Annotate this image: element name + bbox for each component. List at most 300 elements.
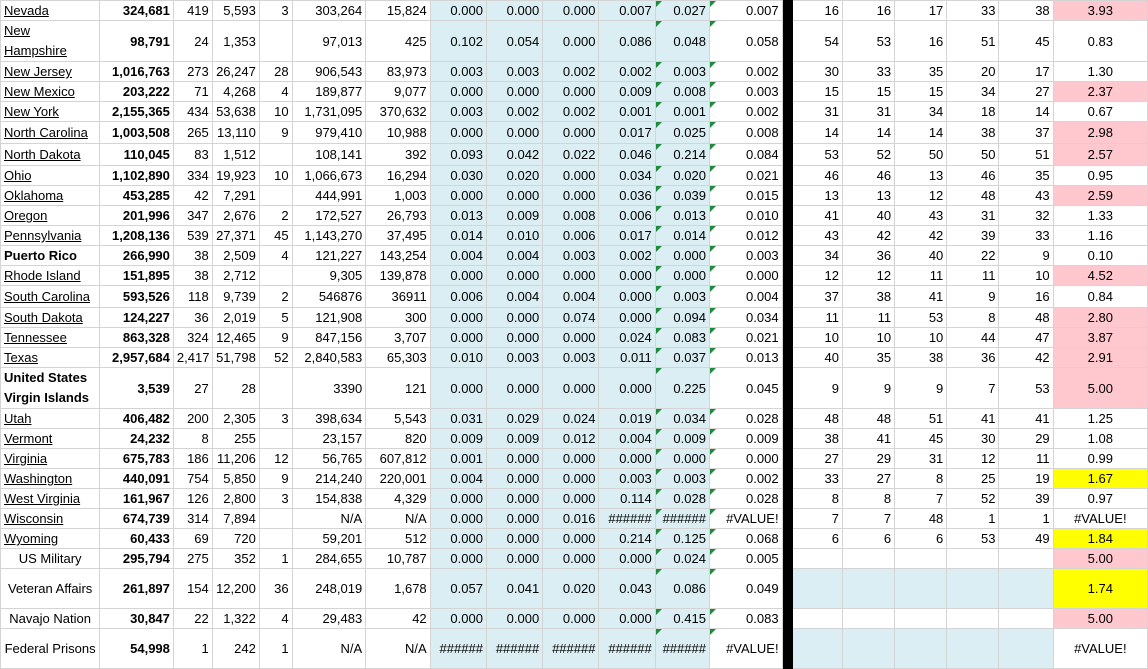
cell-rank-k3[interactable]: 50 <box>895 144 947 166</box>
cell-c4[interactable]: 9 <box>259 469 292 489</box>
cell-c4[interactable]: 28 <box>259 62 292 82</box>
cell-rank-k2[interactable]: 6 <box>842 529 894 549</box>
cell-rank-k2[interactable]: 9 <box>842 368 894 409</box>
cell-jurisdiction[interactable]: South Carolina <box>1 286 100 308</box>
cell-rank-k1[interactable]: 41 <box>792 206 842 226</box>
cell-r1[interactable]: 0.000 <box>430 186 486 206</box>
cell-rank-k5[interactable] <box>999 549 1053 569</box>
cell-r2[interactable]: 0.000 <box>486 449 542 469</box>
cell-rank-k5[interactable]: 35 <box>999 166 1053 186</box>
cell-jurisdiction[interactable]: Nevada <box>1 1 100 21</box>
cell-r3[interactable]: 0.003 <box>543 348 599 368</box>
cell-rank-k1[interactable]: 16 <box>792 1 842 21</box>
cell-score[interactable]: 0.97 <box>1053 489 1147 509</box>
cell-average[interactable]: 0.002 <box>709 62 782 82</box>
cell-c3[interactable]: 12,200 <box>212 569 259 609</box>
cell-rank-k3[interactable]: 12 <box>895 186 947 206</box>
cell-r4[interactable]: 0.002 <box>599 246 655 266</box>
cell-average[interactable]: 0.013 <box>709 348 782 368</box>
cell-r4[interactable]: 0.009 <box>599 82 655 102</box>
cell-rank-k2[interactable]: 16 <box>842 1 894 21</box>
cell-c3[interactable]: 4,268 <box>212 82 259 102</box>
cell-c5[interactable]: 189,877 <box>292 82 366 102</box>
cell-r2[interactable]: 0.054 <box>486 21 542 62</box>
cell-jurisdiction[interactable]: North Carolina <box>1 122 100 144</box>
cell-r5[interactable]: 0.083 <box>655 328 709 348</box>
cell-r5[interactable]: 0.039 <box>655 186 709 206</box>
cell-c4[interactable] <box>259 21 292 62</box>
cell-r2[interactable]: 0.000 <box>486 122 542 144</box>
cell-rank-k5[interactable]: 14 <box>999 102 1053 122</box>
cell-rank-k4[interactable]: 8 <box>947 308 999 328</box>
cell-jurisdiction[interactable]: New York <box>1 102 100 122</box>
cell-c6[interactable]: 425 <box>366 21 430 62</box>
cell-c2[interactable]: 347 <box>173 206 212 226</box>
cell-rank-k5[interactable]: 48 <box>999 308 1053 328</box>
cell-r5[interactable]: 0.000 <box>655 246 709 266</box>
cell-r1[interactable]: 0.030 <box>430 166 486 186</box>
cell-score[interactable]: 0.84 <box>1053 286 1147 308</box>
cell-c5[interactable]: 172,527 <box>292 206 366 226</box>
cell-r4[interactable]: 0.006 <box>599 206 655 226</box>
cell-rank-k1[interactable] <box>792 609 842 629</box>
cell-score[interactable]: 0.99 <box>1053 449 1147 469</box>
cell-r5[interactable]: 0.003 <box>655 62 709 82</box>
cell-rank-k2[interactable]: 42 <box>842 226 894 246</box>
cell-rank-k2[interactable]: 10 <box>842 328 894 348</box>
cell-c1[interactable]: 1,016,763 <box>100 62 174 82</box>
cell-c1[interactable]: 201,996 <box>100 206 174 226</box>
cell-c5[interactable]: 546876 <box>292 286 366 308</box>
cell-average[interactable]: 0.003 <box>709 246 782 266</box>
cell-r5[interactable]: 0.009 <box>655 429 709 449</box>
cell-rank-k2[interactable]: 40 <box>842 206 894 226</box>
cell-r5[interactable]: ###### <box>655 509 709 529</box>
cell-c5[interactable]: 121,908 <box>292 308 366 328</box>
cell-c1[interactable]: 110,045 <box>100 144 174 166</box>
cell-rank-k1[interactable]: 33 <box>792 469 842 489</box>
cell-average[interactable]: 0.045 <box>709 368 782 409</box>
cell-r4[interactable]: 0.114 <box>599 489 655 509</box>
cell-score[interactable]: #VALUE! <box>1053 509 1147 529</box>
cell-average[interactable]: 0.002 <box>709 469 782 489</box>
cell-c1[interactable]: 675,783 <box>100 449 174 469</box>
cell-r4[interactable]: 0.214 <box>599 529 655 549</box>
cell-c3[interactable]: 2,019 <box>212 308 259 328</box>
cell-score[interactable]: #VALUE! <box>1053 629 1147 669</box>
cell-rank-k4[interactable] <box>947 569 999 609</box>
cell-r5[interactable]: ###### <box>655 629 709 669</box>
cell-c4[interactable]: 1 <box>259 629 292 669</box>
cell-rank-k1[interactable] <box>792 569 842 609</box>
cell-rank-k5[interactable]: 33 <box>999 226 1053 246</box>
cell-average[interactable]: 0.034 <box>709 308 782 328</box>
cell-jurisdiction[interactable]: Washington <box>1 469 100 489</box>
cell-r2[interactable]: 0.003 <box>486 348 542 368</box>
cell-jurisdiction[interactable]: South Dakota <box>1 308 100 328</box>
cell-c5[interactable]: 9,305 <box>292 266 366 286</box>
cell-rank-k1[interactable]: 40 <box>792 348 842 368</box>
cell-score[interactable]: 2.91 <box>1053 348 1147 368</box>
cell-rank-k2[interactable]: 8 <box>842 489 894 509</box>
cell-c4[interactable]: 2 <box>259 286 292 308</box>
cell-c6[interactable]: 392 <box>366 144 430 166</box>
cell-rank-k1[interactable]: 8 <box>792 489 842 509</box>
cell-c5[interactable]: 2,840,583 <box>292 348 366 368</box>
cell-r3[interactable]: 0.002 <box>543 102 599 122</box>
cell-rank-k1[interactable] <box>792 549 842 569</box>
cell-c1[interactable]: 406,482 <box>100 409 174 429</box>
cell-r3[interactable]: 0.004 <box>543 286 599 308</box>
cell-score[interactable]: 4.52 <box>1053 266 1147 286</box>
cell-c4[interactable]: 45 <box>259 226 292 246</box>
cell-r2[interactable]: 0.002 <box>486 102 542 122</box>
cell-rank-k4[interactable]: 50 <box>947 144 999 166</box>
cell-c4[interactable]: 3 <box>259 409 292 429</box>
cell-jurisdiction[interactable]: Pennsylvania <box>1 226 100 246</box>
cell-average[interactable]: 0.000 <box>709 449 782 469</box>
cell-r3[interactable]: 0.000 <box>543 166 599 186</box>
cell-c1[interactable]: 151,895 <box>100 266 174 286</box>
cell-c1[interactable]: 453,285 <box>100 186 174 206</box>
cell-c3[interactable]: 19,923 <box>212 166 259 186</box>
cell-rank-k3[interactable]: 34 <box>895 102 947 122</box>
cell-r5[interactable]: 0.025 <box>655 122 709 144</box>
cell-c3[interactable]: 2,800 <box>212 489 259 509</box>
cell-c2[interactable]: 27 <box>173 368 212 409</box>
cell-c1[interactable]: 124,227 <box>100 308 174 328</box>
cell-r4[interactable]: 0.034 <box>599 166 655 186</box>
cell-r5[interactable]: 0.008 <box>655 82 709 102</box>
cell-jurisdiction[interactable]: Federal Prisons <box>1 629 100 669</box>
cell-c3[interactable]: 2,676 <box>212 206 259 226</box>
cell-rank-k4[interactable]: 48 <box>947 186 999 206</box>
cell-c4[interactable]: 36 <box>259 569 292 609</box>
cell-c6[interactable]: 26,793 <box>366 206 430 226</box>
cell-r4[interactable]: 0.043 <box>599 569 655 609</box>
cell-c3[interactable]: 7,894 <box>212 509 259 529</box>
cell-r2[interactable]: 0.000 <box>486 328 542 348</box>
cell-c6[interactable]: 5,543 <box>366 409 430 429</box>
cell-c5[interactable]: 121,227 <box>292 246 366 266</box>
cell-c4[interactable]: 10 <box>259 102 292 122</box>
cell-c2[interactable]: 419 <box>173 1 212 21</box>
cell-r5[interactable]: 0.024 <box>655 549 709 569</box>
cell-rank-k1[interactable]: 11 <box>792 308 842 328</box>
cell-c4[interactable]: 12 <box>259 449 292 469</box>
cell-r5[interactable]: 0.214 <box>655 144 709 166</box>
cell-c3[interactable]: 12,465 <box>212 328 259 348</box>
cell-c5[interactable]: 1,731,095 <box>292 102 366 122</box>
cell-r1[interactable]: 0.013 <box>430 206 486 226</box>
cell-r4[interactable]: 0.007 <box>599 1 655 21</box>
cell-r3[interactable]: 0.000 <box>543 529 599 549</box>
cell-jurisdiction[interactable]: Oregon <box>1 206 100 226</box>
cell-jurisdiction[interactable]: New Mexico <box>1 82 100 102</box>
cell-r5[interactable]: 0.003 <box>655 286 709 308</box>
cell-rank-k3[interactable]: 17 <box>895 1 947 21</box>
cell-jurisdiction[interactable]: Rhode Island <box>1 266 100 286</box>
cell-c2[interactable]: 69 <box>173 529 212 549</box>
cell-c6[interactable]: 300 <box>366 308 430 328</box>
cell-c5[interactable]: 303,264 <box>292 1 366 21</box>
cell-r1[interactable]: 0.006 <box>430 286 486 308</box>
cell-r1[interactable]: 0.000 <box>430 308 486 328</box>
cell-c4[interactable]: 5 <box>259 308 292 328</box>
cell-rank-k5[interactable] <box>999 609 1053 629</box>
cell-r3[interactable]: 0.012 <box>543 429 599 449</box>
cell-c6[interactable]: 10,787 <box>366 549 430 569</box>
cell-rank-k3[interactable] <box>895 629 947 669</box>
cell-jurisdiction[interactable]: United States Virgin Islands <box>1 368 100 409</box>
cell-c6[interactable]: 15,824 <box>366 1 430 21</box>
cell-r5[interactable]: 0.027 <box>655 1 709 21</box>
cell-c2[interactable]: 83 <box>173 144 212 166</box>
cell-r1[interactable]: 0.031 <box>430 409 486 429</box>
cell-rank-k3[interactable]: 42 <box>895 226 947 246</box>
cell-jurisdiction[interactable]: Virginia <box>1 449 100 469</box>
cell-rank-k5[interactable]: 27 <box>999 82 1053 102</box>
cell-c1[interactable]: 1,003,508 <box>100 122 174 144</box>
cell-rank-k4[interactable]: 1 <box>947 509 999 529</box>
cell-r2[interactable]: 0.029 <box>486 409 542 429</box>
cell-rank-k1[interactable]: 54 <box>792 21 842 62</box>
cell-jurisdiction[interactable]: Tennessee <box>1 328 100 348</box>
cell-rank-k5[interactable]: 17 <box>999 62 1053 82</box>
cell-c1[interactable]: 24,232 <box>100 429 174 449</box>
cell-rank-k4[interactable] <box>947 549 999 569</box>
cell-r3[interactable]: 0.008 <box>543 206 599 226</box>
cell-rank-k3[interactable]: 45 <box>895 429 947 449</box>
cell-rank-k5[interactable]: 38 <box>999 1 1053 21</box>
cell-c1[interactable]: 261,897 <box>100 569 174 609</box>
cell-c2[interactable]: 324 <box>173 328 212 348</box>
cell-rank-k5[interactable]: 49 <box>999 529 1053 549</box>
cell-score[interactable]: 0.83 <box>1053 21 1147 62</box>
cell-c3[interactable]: 352 <box>212 549 259 569</box>
cell-rank-k1[interactable]: 14 <box>792 122 842 144</box>
cell-score[interactable]: 2.98 <box>1053 122 1147 144</box>
cell-r5[interactable]: 0.003 <box>655 469 709 489</box>
cell-c4[interactable] <box>259 509 292 529</box>
cell-rank-k3[interactable]: 40 <box>895 246 947 266</box>
cell-rank-k4[interactable]: 46 <box>947 166 999 186</box>
cell-r4[interactable]: 0.046 <box>599 144 655 166</box>
cell-rank-k4[interactable]: 34 <box>947 82 999 102</box>
cell-c3[interactable]: 53,638 <box>212 102 259 122</box>
cell-c2[interactable]: 273 <box>173 62 212 82</box>
cell-c1[interactable]: 98,791 <box>100 21 174 62</box>
cell-rank-k4[interactable]: 11 <box>947 266 999 286</box>
cell-c1[interactable]: 863,328 <box>100 328 174 348</box>
cell-c2[interactable]: 1 <box>173 629 212 669</box>
cell-c6[interactable]: 1,003 <box>366 186 430 206</box>
cell-c4[interactable] <box>259 186 292 206</box>
cell-c3[interactable]: 9,739 <box>212 286 259 308</box>
cell-r5[interactable]: 0.000 <box>655 266 709 286</box>
cell-rank-k2[interactable]: 48 <box>842 409 894 429</box>
cell-c2[interactable]: 38 <box>173 246 212 266</box>
cell-r1[interactable]: 0.000 <box>430 368 486 409</box>
cell-rank-k2[interactable]: 38 <box>842 286 894 308</box>
cell-score[interactable]: 5.00 <box>1053 549 1147 569</box>
cell-r1[interactable]: 0.000 <box>430 82 486 102</box>
cell-c4[interactable]: 1 <box>259 549 292 569</box>
cell-r3[interactable]: 0.000 <box>543 609 599 629</box>
cell-c1[interactable]: 161,967 <box>100 489 174 509</box>
cell-rank-k2[interactable]: 13 <box>842 186 894 206</box>
cell-r3[interactable]: 0.002 <box>543 62 599 82</box>
cell-average[interactable]: 0.000 <box>709 266 782 286</box>
cell-r3[interactable]: 0.000 <box>543 21 599 62</box>
cell-score[interactable]: 1.08 <box>1053 429 1147 449</box>
cell-rank-k1[interactable]: 27 <box>792 449 842 469</box>
cell-rank-k3[interactable]: 8 <box>895 469 947 489</box>
cell-jurisdiction[interactable]: Wisconsin <box>1 509 100 529</box>
cell-r2[interactable]: 0.009 <box>486 206 542 226</box>
cell-score[interactable]: 1.74 <box>1053 569 1147 609</box>
cell-c1[interactable]: 203,222 <box>100 82 174 102</box>
cell-score[interactable]: 5.00 <box>1053 609 1147 629</box>
cell-rank-k3[interactable] <box>895 549 947 569</box>
cell-rank-k3[interactable]: 6 <box>895 529 947 549</box>
cell-c4[interactable]: 9 <box>259 328 292 348</box>
cell-rank-k1[interactable]: 6 <box>792 529 842 549</box>
cell-c4[interactable] <box>259 144 292 166</box>
cell-c6[interactable]: 1,678 <box>366 569 430 609</box>
cell-c1[interactable]: 2,957,684 <box>100 348 174 368</box>
cell-rank-k5[interactable]: 39 <box>999 489 1053 509</box>
cell-r1[interactable]: 0.093 <box>430 144 486 166</box>
cell-c2[interactable]: 22 <box>173 609 212 629</box>
cell-average[interactable]: 0.083 <box>709 609 782 629</box>
cell-rank-k5[interactable] <box>999 629 1053 669</box>
cell-r2[interactable]: 0.000 <box>486 186 542 206</box>
cell-r1[interactable]: 0.000 <box>430 609 486 629</box>
cell-c3[interactable]: 27,371 <box>212 226 259 246</box>
cell-c5[interactable]: 214,240 <box>292 469 366 489</box>
cell-c2[interactable]: 539 <box>173 226 212 246</box>
cell-average[interactable]: 0.021 <box>709 166 782 186</box>
cell-rank-k3[interactable]: 41 <box>895 286 947 308</box>
cell-r4[interactable]: 0.000 <box>599 549 655 569</box>
cell-rank-k1[interactable]: 10 <box>792 328 842 348</box>
cell-c5[interactable]: N/A <box>292 629 366 669</box>
cell-r4[interactable]: 0.024 <box>599 328 655 348</box>
cell-c6[interactable]: N/A <box>366 509 430 529</box>
cell-rank-k1[interactable]: 53 <box>792 144 842 166</box>
cell-r5[interactable]: 0.037 <box>655 348 709 368</box>
cell-rank-k3[interactable]: 14 <box>895 122 947 144</box>
cell-r1[interactable]: 0.004 <box>430 246 486 266</box>
cell-rank-k5[interactable]: 41 <box>999 409 1053 429</box>
cell-c5[interactable]: 398,634 <box>292 409 366 429</box>
cell-c5[interactable]: N/A <box>292 509 366 529</box>
cell-rank-k4[interactable]: 51 <box>947 21 999 62</box>
cell-c3[interactable]: 51,798 <box>212 348 259 368</box>
cell-r3[interactable]: 0.006 <box>543 226 599 246</box>
cell-rank-k5[interactable] <box>999 569 1053 609</box>
cell-rank-k2[interactable]: 52 <box>842 144 894 166</box>
cell-score[interactable]: 3.93 <box>1053 1 1147 21</box>
cell-r2[interactable]: 0.000 <box>486 529 542 549</box>
cell-r2[interactable]: 0.042 <box>486 144 542 166</box>
cell-rank-k3[interactable] <box>895 569 947 609</box>
cell-c2[interactable]: 118 <box>173 286 212 308</box>
cell-score[interactable]: 2.57 <box>1053 144 1147 166</box>
cell-c4[interactable]: 4 <box>259 609 292 629</box>
cell-c6[interactable]: 83,973 <box>366 62 430 82</box>
cell-c2[interactable]: 314 <box>173 509 212 529</box>
cell-r3[interactable]: 0.000 <box>543 469 599 489</box>
cell-c3[interactable]: 28 <box>212 368 259 409</box>
cell-jurisdiction[interactable]: Texas <box>1 348 100 368</box>
cell-c3[interactable]: 255 <box>212 429 259 449</box>
cell-rank-k4[interactable]: 53 <box>947 529 999 549</box>
cell-r3[interactable]: 0.003 <box>543 246 599 266</box>
cell-c4[interactable]: 2 <box>259 206 292 226</box>
cell-c2[interactable]: 36 <box>173 308 212 328</box>
cell-rank-k5[interactable]: 32 <box>999 206 1053 226</box>
cell-rank-k1[interactable]: 9 <box>792 368 842 409</box>
cell-r2[interactable]: 0.020 <box>486 166 542 186</box>
cell-r1[interactable]: 0.010 <box>430 348 486 368</box>
cell-c2[interactable]: 71 <box>173 82 212 102</box>
cell-rank-k1[interactable]: 31 <box>792 102 842 122</box>
cell-c3[interactable]: 5,593 <box>212 1 259 21</box>
cell-r3[interactable]: 0.000 <box>543 122 599 144</box>
cell-rank-k4[interactable]: 38 <box>947 122 999 144</box>
cell-r1[interactable]: 0.001 <box>430 449 486 469</box>
cell-c4[interactable]: 10 <box>259 166 292 186</box>
cell-rank-k5[interactable]: 10 <box>999 266 1053 286</box>
cell-c3[interactable]: 2,305 <box>212 409 259 429</box>
cell-r4[interactable]: 0.086 <box>599 21 655 62</box>
cell-rank-k2[interactable]: 29 <box>842 449 894 469</box>
cell-rank-k4[interactable] <box>947 629 999 669</box>
cell-rank-k4[interactable]: 31 <box>947 206 999 226</box>
cell-rank-k4[interactable]: 30 <box>947 429 999 449</box>
cell-c6[interactable]: 42 <box>366 609 430 629</box>
cell-c5[interactable]: 23,157 <box>292 429 366 449</box>
cell-c1[interactable]: 440,091 <box>100 469 174 489</box>
cell-rank-k3[interactable]: 43 <box>895 206 947 226</box>
cell-c2[interactable]: 8 <box>173 429 212 449</box>
cell-c4[interactable] <box>259 529 292 549</box>
cell-rank-k3[interactable]: 11 <box>895 266 947 286</box>
cell-jurisdiction[interactable]: Oklahoma <box>1 186 100 206</box>
cell-average[interactable]: 0.005 <box>709 549 782 569</box>
cell-r4[interactable]: 0.004 <box>599 429 655 449</box>
cell-c6[interactable]: 10,988 <box>366 122 430 144</box>
cell-r3[interactable]: 0.000 <box>543 449 599 469</box>
cell-c2[interactable]: 42 <box>173 186 212 206</box>
cell-r5[interactable]: 0.028 <box>655 489 709 509</box>
cell-rank-k3[interactable]: 35 <box>895 62 947 82</box>
cell-c5[interactable]: 284,655 <box>292 549 366 569</box>
cell-r4[interactable]: 0.000 <box>599 368 655 409</box>
cell-r4[interactable]: ###### <box>599 629 655 669</box>
cell-r5[interactable]: 0.020 <box>655 166 709 186</box>
cell-rank-k2[interactable] <box>842 569 894 609</box>
cell-rank-k4[interactable]: 18 <box>947 102 999 122</box>
cell-jurisdiction[interactable]: New Hampshire <box>1 21 100 62</box>
cell-average[interactable]: 0.008 <box>709 122 782 144</box>
cell-rank-k1[interactable] <box>792 629 842 669</box>
cell-c5[interactable]: 906,543 <box>292 62 366 82</box>
cell-c4[interactable]: 52 <box>259 348 292 368</box>
cell-c6[interactable]: 607,812 <box>366 449 430 469</box>
